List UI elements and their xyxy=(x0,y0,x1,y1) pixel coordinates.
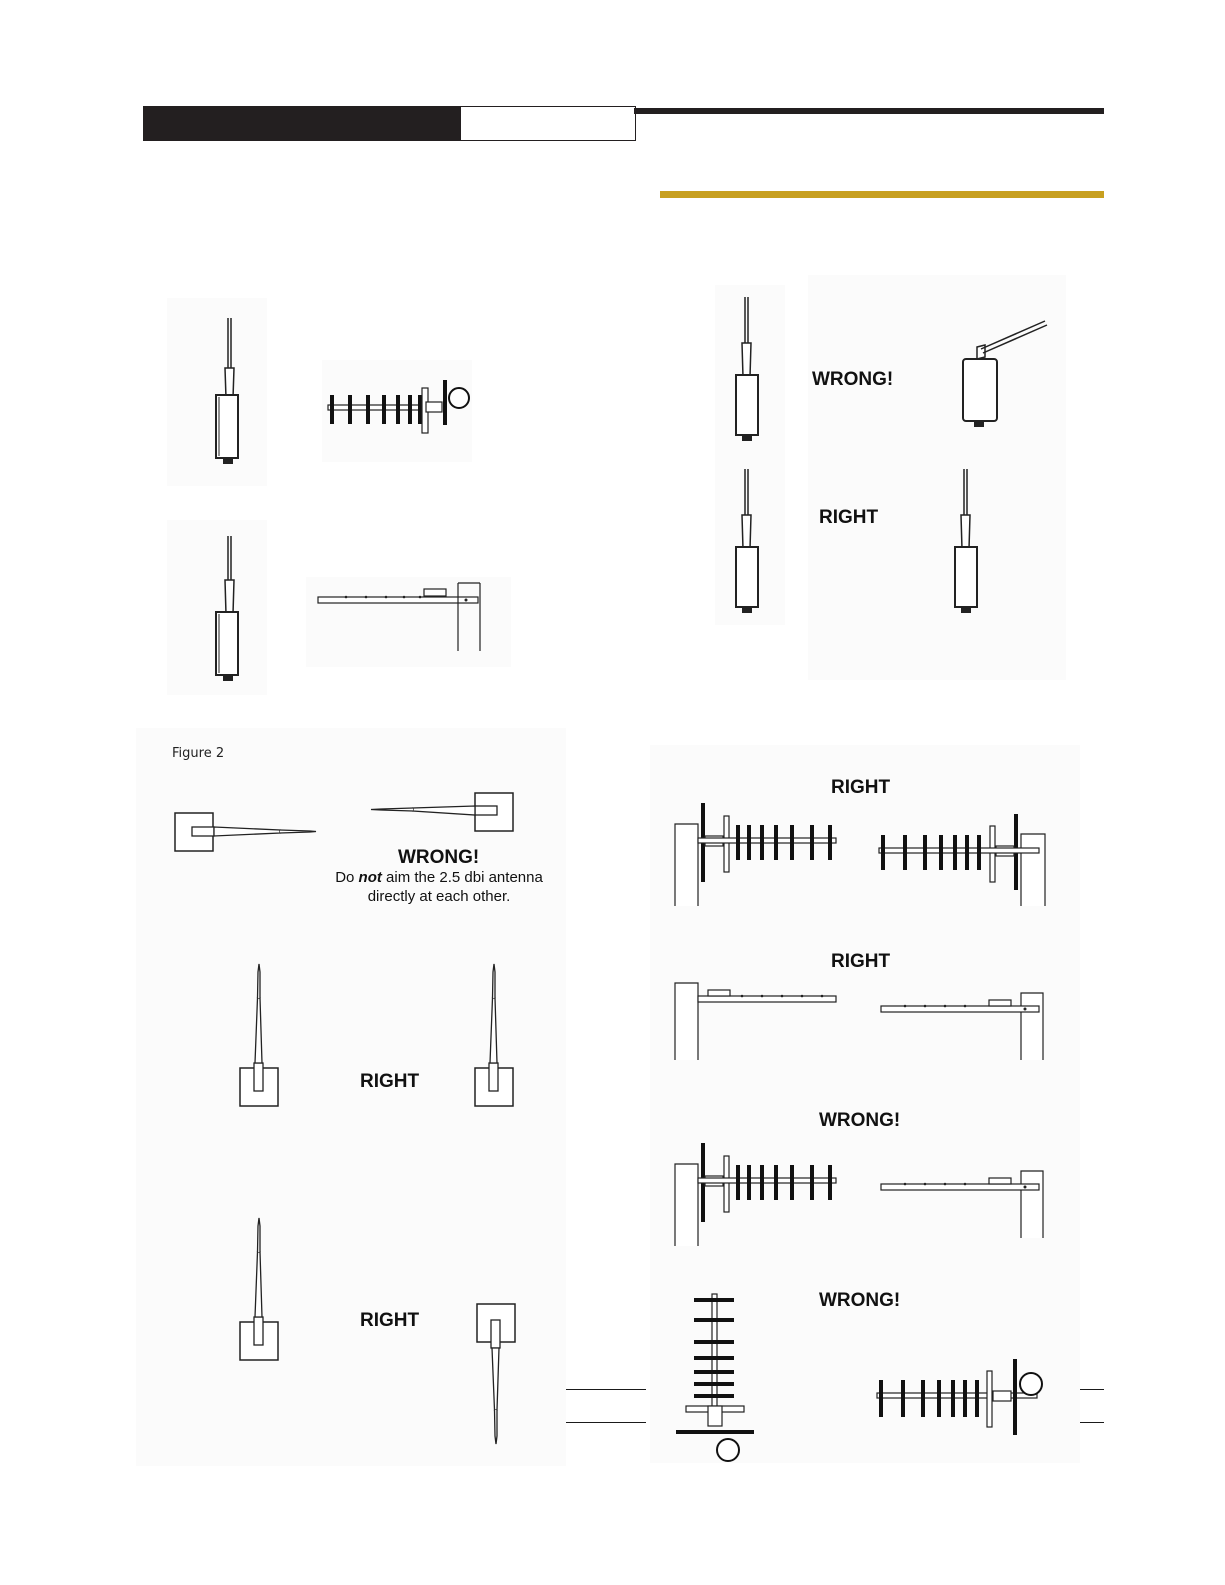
footer-rule xyxy=(1080,1389,1104,1390)
omni-antenna-icon xyxy=(470,958,520,1110)
omni-antenna-icon xyxy=(167,520,267,695)
omni-antenna-icon xyxy=(470,1298,520,1450)
figure-caption: Figure 2 xyxy=(172,746,225,761)
mounting-pole-icon xyxy=(875,1168,1050,1240)
footer-rule xyxy=(566,1422,646,1423)
label-wrong-3: WRONG! xyxy=(819,1110,901,1131)
header-rule xyxy=(634,108,1104,114)
label-right-2: RIGHT xyxy=(360,1071,420,1092)
yagi-antenna-icon xyxy=(875,810,1050,910)
omni-antenna-icon xyxy=(235,958,285,1110)
yagi-antenna-icon xyxy=(322,360,472,462)
note-text-pre: Do xyxy=(335,869,359,886)
label-right-3: RIGHT xyxy=(360,1310,420,1331)
radio-box-icon xyxy=(955,315,1055,435)
mounting-pole-icon xyxy=(875,990,1050,1062)
note-text-post: aim the 2.5 dbi antenna xyxy=(381,869,543,886)
omni-antenna-icon xyxy=(365,785,525,845)
omni-antenna-icon xyxy=(715,285,785,455)
accent-rule xyxy=(660,191,1104,198)
label-wrong-1: WRONG! xyxy=(812,369,894,390)
yagi-antenna-icon xyxy=(672,1288,762,1463)
label-wrong-2: WRONG! xyxy=(398,847,480,868)
omni-antenna-icon xyxy=(167,298,267,486)
yagi-antenna-icon xyxy=(672,1140,847,1250)
label-right-1: RIGHT xyxy=(819,507,879,528)
header-dark-bar xyxy=(143,106,460,141)
omni-antenna-icon xyxy=(235,1212,285,1364)
omni-antenna-icon xyxy=(715,455,785,625)
antenna-note xyxy=(309,868,569,906)
label-wrong-4: WRONG! xyxy=(819,1290,901,1311)
label-right-4: RIGHT xyxy=(831,777,891,798)
mounting-pole-icon xyxy=(306,577,511,667)
note-text-line2: directly at each other. xyxy=(367,888,511,905)
footer-rule xyxy=(566,1389,646,1390)
yagi-antenna-icon xyxy=(875,1355,1050,1440)
header-title-box xyxy=(460,106,636,141)
omni-antenna-icon xyxy=(170,790,330,860)
omni-antenna-icon xyxy=(935,455,1005,625)
label-right-5: RIGHT xyxy=(831,951,891,972)
yagi-antenna-icon xyxy=(672,800,847,910)
mounting-pole-icon xyxy=(672,980,847,1062)
note-emphasis: not xyxy=(358,869,382,886)
footer-rule xyxy=(1080,1422,1104,1423)
